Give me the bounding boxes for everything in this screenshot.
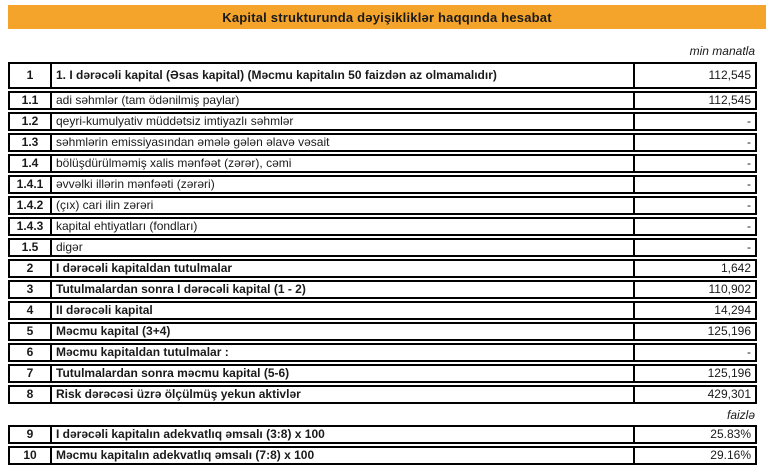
table-row [8, 301, 757, 320]
table-row [8, 133, 757, 152]
row-number: 1.3 [8, 133, 52, 152]
row-value: 125,196 [635, 322, 757, 341]
table-row [8, 91, 757, 110]
row-number: 3 [8, 280, 52, 299]
table-row [8, 217, 757, 236]
unit-label-faizle: faizlə [726, 408, 755, 422]
report-title-bar [8, 5, 766, 29]
row-value: - [635, 196, 757, 215]
row-label: Məcmu kapitalın adekvatlıq əmsalı (7:8) x 100 [52, 446, 635, 465]
table-row [8, 425, 757, 444]
row-value: 29.16% [635, 446, 757, 465]
capital-structure-table [8, 60, 757, 406]
report-title: Kapital strukturunda dəyişikliklər haqqında hesabat [222, 9, 552, 25]
row-value: 429,301 [635, 385, 757, 404]
row-label: Tutulmalardan sonra məcmu kapital (5-6) [52, 364, 635, 383]
row-value: - [635, 238, 757, 257]
row-label: digər [52, 238, 635, 257]
row-value: 1,642 [635, 259, 757, 278]
row-number: 4 [8, 301, 52, 320]
row-number: 5 [8, 322, 52, 341]
row-number: 8 [8, 385, 52, 404]
row-number: 9 [8, 425, 52, 444]
report-body [8, 44, 757, 467]
table-row [8, 446, 757, 465]
row-number: 1.5 [8, 238, 52, 257]
row-label: səhmlərin emissiyasından əmələ gələn əlavə vəsait [52, 133, 635, 152]
row-label: Risk dərəcəsi üzrə ölçülmüş yekun aktivlər [52, 385, 635, 404]
table-row [8, 62, 757, 89]
row-number: 1.2 [8, 112, 52, 131]
row-number: 1.1 [8, 91, 52, 110]
row-number: 1 [8, 62, 52, 89]
report-page [0, 5, 775, 462]
table-row [8, 385, 757, 404]
row-number: 2 [8, 259, 52, 278]
table-row [8, 343, 757, 362]
row-value: - [635, 175, 757, 194]
row-value: - [635, 112, 757, 131]
row-label: I dərəcəli kapitaldan tutulmalar [52, 259, 635, 278]
unit-label-min-manatla: min manatla [689, 44, 755, 58]
row-number: 1.4.2 [8, 196, 52, 215]
row-label: adi səhmlər (tam ödənilmiş paylar) [52, 91, 635, 110]
row-label: Tutulmalardan sonra I dərəcəli kapital (1 - 2) [52, 280, 635, 299]
row-number: 10 [8, 446, 52, 465]
table-row [8, 175, 757, 194]
table-row [8, 112, 757, 131]
row-number: 1.4.3 [8, 217, 52, 236]
row-value: 110,902 [635, 280, 757, 299]
row-value: - [635, 343, 757, 362]
row-label: bölüşdürülməmiş xalis mənfəət (zərər), cəmi [52, 154, 635, 173]
row-number: 6 [8, 343, 52, 362]
table-row [8, 154, 757, 173]
row-value: 25.83% [635, 425, 757, 444]
table-row [8, 196, 757, 215]
table-row [8, 280, 757, 299]
table-row [8, 364, 757, 383]
row-label: kapital ehtiyatları (fondları) [52, 217, 635, 236]
row-label: Məcmu kapital (3+4) [52, 322, 635, 341]
table-row [8, 238, 757, 257]
row-value: - [635, 217, 757, 236]
row-number: 7 [8, 364, 52, 383]
row-label: Məcmu kapitaldan tutulmalar : [52, 343, 635, 362]
row-number: 1.4.1 [8, 175, 52, 194]
row-label: II dərəcəli kapital [52, 301, 635, 320]
row-label: I dərəcəli kapitalın adekvatlıq əmsalı (3:8) x 100 [52, 425, 635, 444]
row-value: 112,545 [635, 62, 757, 89]
row-value: 14,294 [635, 301, 757, 320]
row-label: (çıx) cari ilin zərəri [52, 196, 635, 215]
row-value: 125,196 [635, 364, 757, 383]
row-value: - [635, 154, 757, 173]
table-row [8, 322, 757, 341]
table-row [8, 259, 757, 278]
row-label: əvvəlki illərin mənfəəti (zərəri) [52, 175, 635, 194]
adequacy-ratio-table [8, 423, 757, 467]
row-label: 1. I dərəcəli kapital (Əsas kapital) (Məcmu kapitalın 50 faizdən az olmamalıdır) [52, 62, 635, 89]
row-label: qeyri-kumulyativ müddətsiz imtiyazlı səhmlər [52, 112, 635, 131]
row-number: 1.4 [8, 154, 52, 173]
row-value: 112,545 [635, 91, 757, 110]
row-value: - [635, 133, 757, 152]
